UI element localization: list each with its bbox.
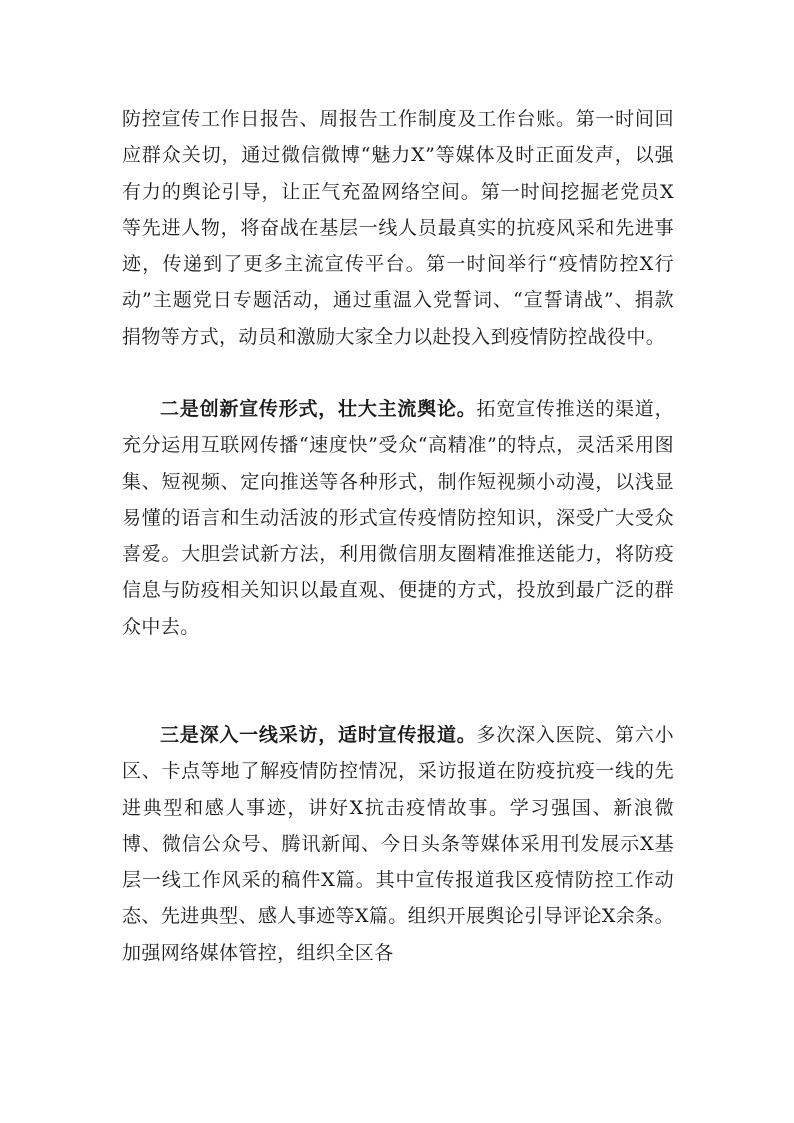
paragraph-1 <box>122 101 674 355</box>
paragraph-2 <box>122 391 674 645</box>
paragraph-1-text: 防控宣传工作日报告、周报告工作制度及工作台账。第一时间回应群众关切，通过微信微博“魅力X”等媒体及时正面发声，以强有力的舆论引导，让正气充盈网络空间。第一时间挖掘老党员X等先进人物，将奋战在基层一线人员最真实的抗疫风采和先进事迹，传递到了更多主流宣传平台。第一时间举行“疫情防控X行动”主题党日专题活动，通过重温入党誓词、“宣誓请战”、捐款捐物等方式，动员和激励大家全力以赴投入到疫情防控战役中。 <box>122 108 674 348</box>
paragraph-3 <box>122 717 674 971</box>
paragraph-2-heading: 二是创新宣传形式，壮大主流舆论。 <box>160 398 477 420</box>
paragraph-2-text: 拓宽宣传推送的渠道，充分运用互联网传播“速度快”受众“高精准”的特点，灵活采用图集、短视频、定向推送等各种形式，制作短视频小动漫，以浅显易懂的语言和生动活波的形式宣传疫情防控知识，深受广大受众喜爱。大胆尝试新方法，利用微信朋友圈精准推送能力，将防疫信息与防疫相关知识以最直观、便捷的方式，投放到最广泛的群众中去。 <box>122 398 674 638</box>
paragraph-3-heading: 三是深入一线采访，适时宣传报道。 <box>160 724 477 746</box>
paragraph-3-text: 多次深入医院、第六小区、卡点等地了解疫情防控情况，采访报道在防疫抗疫一线的先进典型和感人事迹，讲好X抗击疫情故事。学习强国、新浪微博、微信公众号、腾讯新闻、今日头条等媒体采用刊发展示X基层一线工作风采的稿件X篇。其中宣传报道我区疫情防控工作动态、先进典型、感人事迹等X篇。组织开展舆论引导评论X余条。加强网络媒体管控，组织全区各 <box>122 724 674 964</box>
